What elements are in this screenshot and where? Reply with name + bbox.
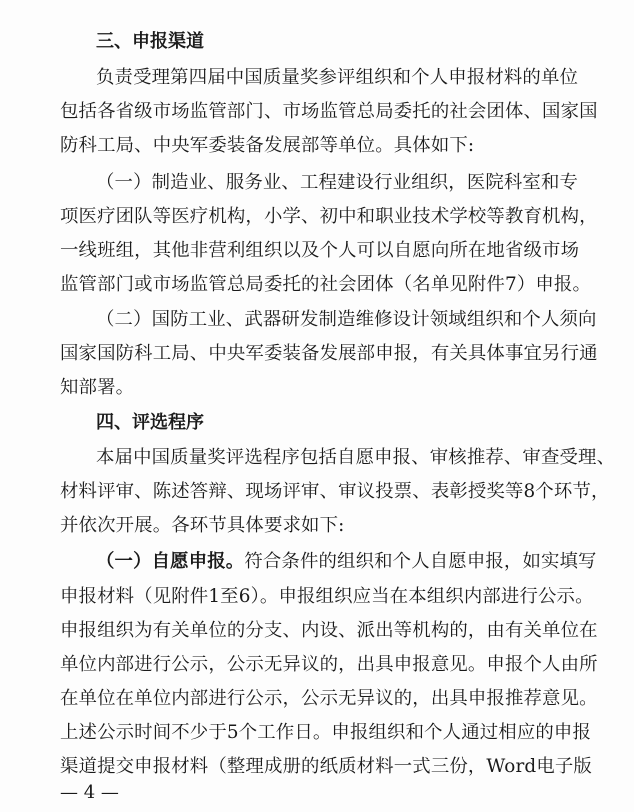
text-line-with-lead (96, 551, 597, 573)
paragraph-lead: （一）自愿申报。 (96, 551, 245, 572)
text-line: 负责受理第四届中国质量奖参评组织和个人申报材料的单位 (96, 67, 579, 88)
section-heading-3: 三、申报渠道 (96, 31, 204, 52)
section-heading-4: 四、评选程序 (96, 412, 204, 433)
text-line: 项医疗团队等医疗机构，小学、初中和职业技术学校等教育机构， (60, 206, 598, 227)
text-line-rest: 符合条件的组织和个人自愿申报，如实填写 (244, 551, 597, 572)
text-line: 并依次开展。各环节具体要求如下: (60, 515, 345, 536)
text-line: 申报组织为有关单位的分支、内设、派出等机构的，由有关单位在 (60, 620, 598, 641)
text-line: 在单位在单位内部进行公示，公示无异议的，出具申报推荐意见。 (60, 688, 598, 709)
text-line: 单位内部进行公示，公示无异议的，出具申报意见。申报个人由所 (60, 654, 598, 675)
text-line: 国家国防科工局、中央军委装备发展部申报，有关具体事宜另行通 (60, 343, 598, 364)
text-line: 上述公示时间不少于5个工作日。申报组织和个人通过相应的申报 (60, 722, 591, 743)
text-line: 材料评审、陈述答辩、现场评审、审议投票、表彰授奖等8个环节， (60, 481, 610, 502)
text-line: （一）制造业、服务业、工程建设行业组织，医院科室和专 (96, 172, 579, 193)
text-line: 一线班组，其他非营利组织以及个人可以自愿向所在地省级市场 (60, 240, 580, 261)
text-line: 渠道提交申报材料（整理成册的纸质材料一式三份，Word电子版 (60, 756, 592, 777)
text-line: （二）国防工业、武器研发制造维修设计领域组织和个人须向 (96, 309, 597, 330)
text-line: 知部署。 (60, 377, 135, 398)
text-line: 申报材料（见附件1至6）。申报组织应当在本组织内部进行公示。 (60, 586, 594, 607)
text-line: 本届中国质量奖评选程序包括自愿申报、审核推荐、审查受理、 (96, 447, 616, 468)
text-line: 防科工局、中央军委装备发展部等单位。具体如下: (60, 135, 475, 156)
text-line: 包括各省级市场监管部门、市场监管总局委托的社会团体、国家国 (60, 101, 598, 122)
text-line: 监管部门或市场监管总局委托的社会团体（名单见附件7）申报。 (60, 274, 591, 295)
page-number: — 4 — (60, 782, 119, 803)
